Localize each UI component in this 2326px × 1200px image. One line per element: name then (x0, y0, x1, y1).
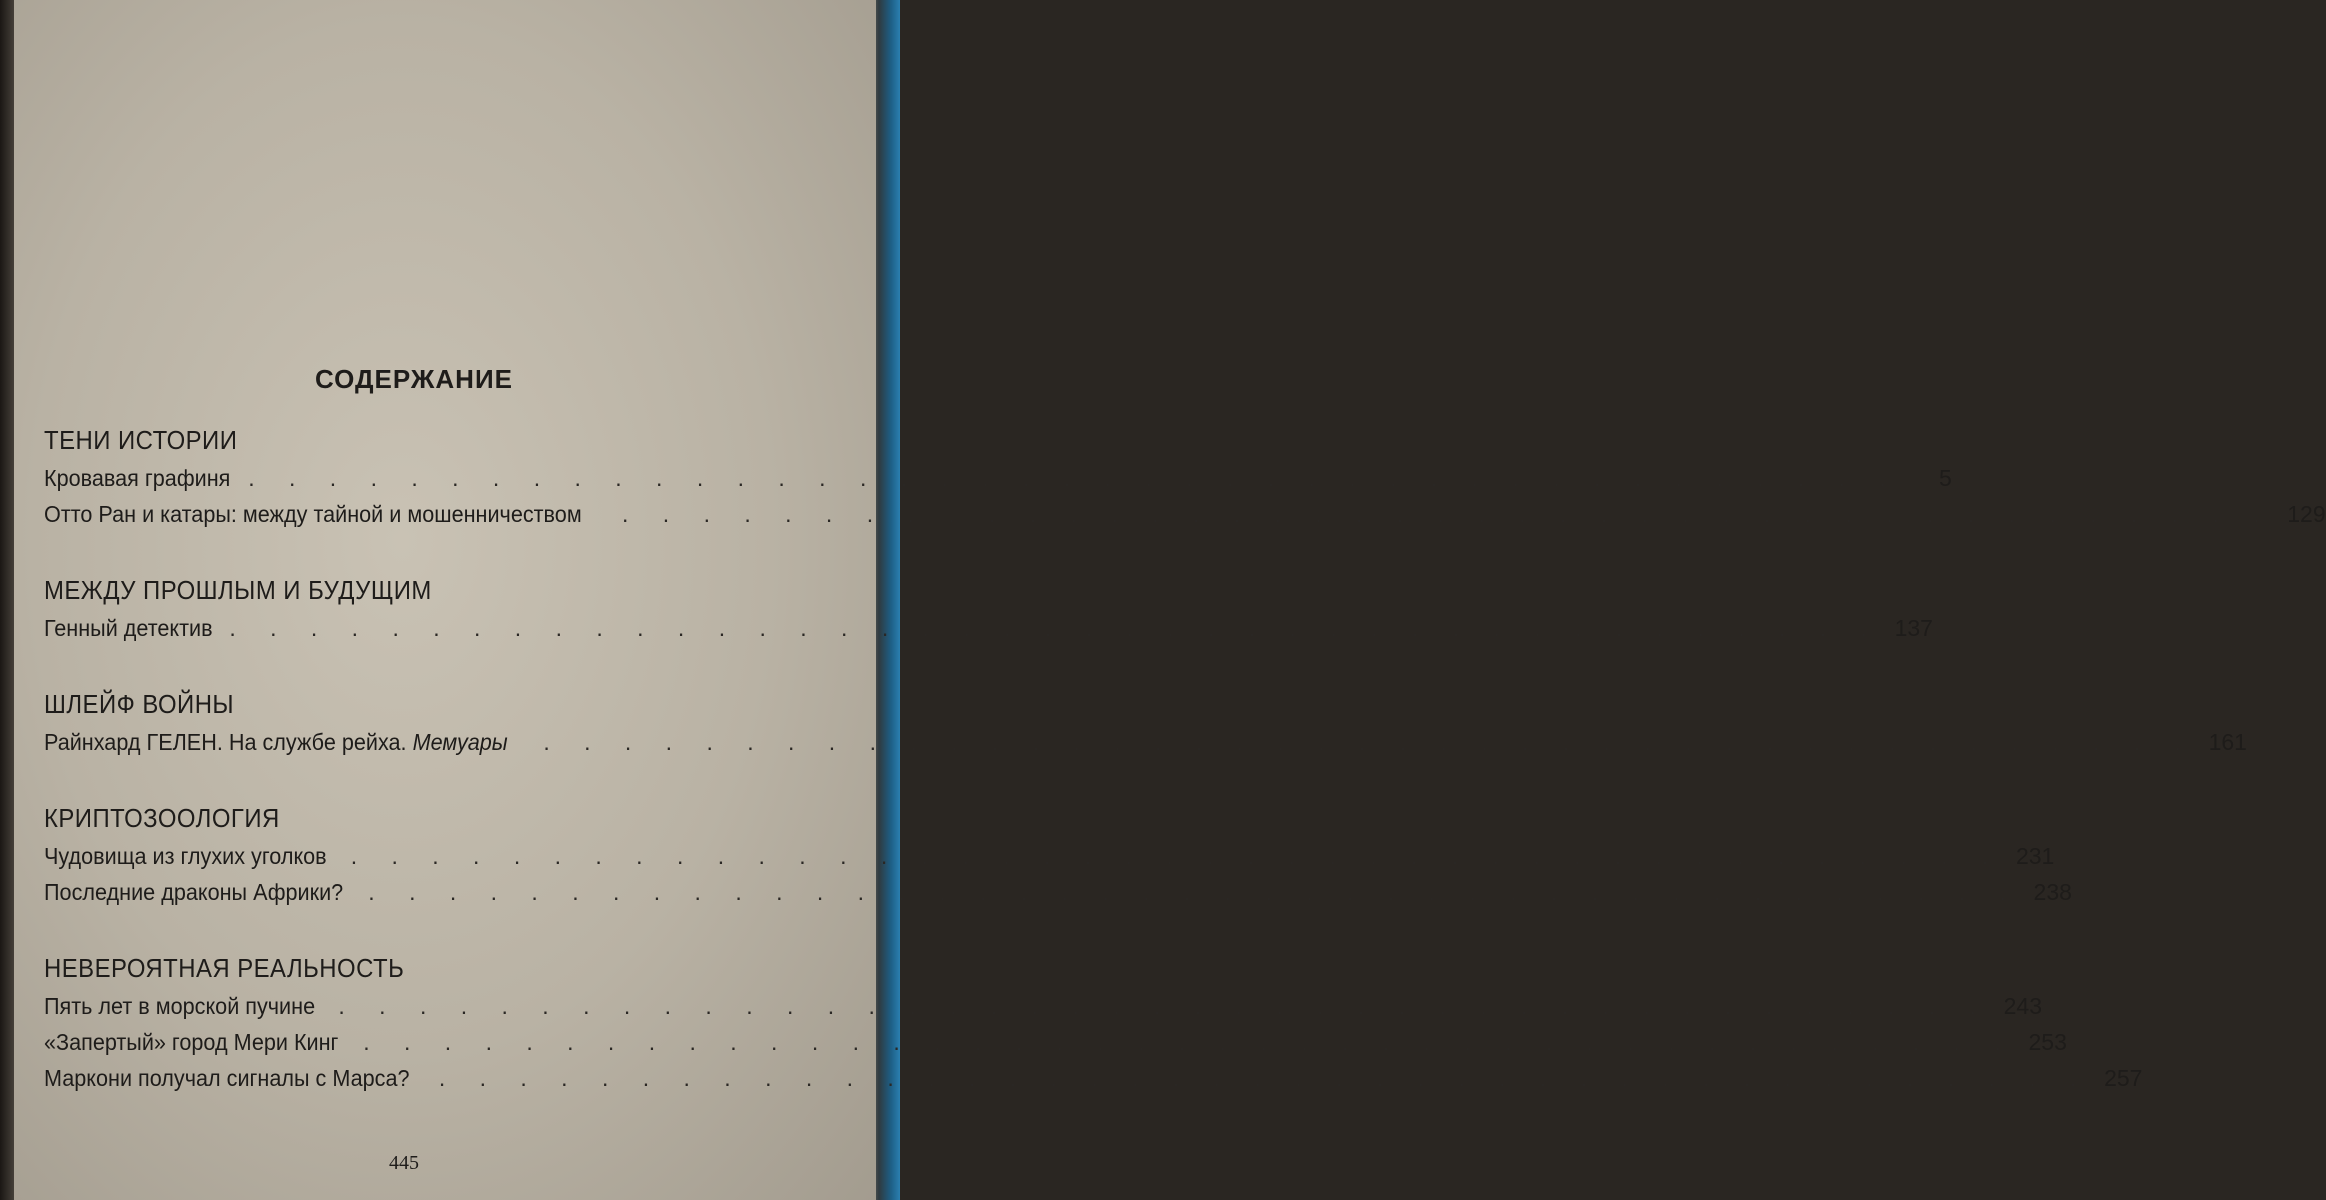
dot-leader: . . . . . . . . . . . . . . . . . . . . . . . . . . . . . . . . . . . . . . . . . (368, 879, 2020, 905)
section-heading: ШЛЕЙФ ВОЙНЫ (44, 689, 235, 719)
entry-title-italic: Мемуары (412, 729, 508, 755)
toc-section (44, 798, 2072, 910)
toc-title: СОДЕРЖАНИЕ (315, 364, 513, 394)
toc-section (44, 684, 2247, 760)
entry-page: 243 (2003, 993, 2043, 1019)
dot-leader: . . . . . . . . . . . . . . . . . . . . . . . . . . . . . . . . . . . . . . . . . (363, 1029, 2015, 1055)
dot-leader: . . . . . . . . . . . . . . . . . . . . . . . . . . . . . . . . . . . . . . . . . (229, 615, 1881, 641)
entry-title: «Запертый» город Мери Кинг (44, 1029, 339, 1055)
entry-page: 129 (2287, 501, 2326, 527)
entry-title-main: Райнхард ГЕЛЕН. На службе рейха. (44, 729, 407, 755)
entry-title: Маркони получал сигналы с Марса? (44, 1065, 410, 1091)
page-number: 445 (389, 1152, 419, 1174)
entry-page: 5 (1939, 465, 1952, 491)
entry-page: 137 (1894, 615, 1933, 641)
entry-page: 253 (2028, 1029, 2067, 1055)
entry-page: 238 (2033, 879, 2072, 905)
book-page (14, 0, 2326, 1200)
toc-entry (44, 496, 2326, 532)
dot-leader: . . . . . . . . . . . . . . . . . . . . . . . . . . . . . . . . . . . . . . . . . (543, 729, 2195, 755)
toc-entry (44, 874, 2072, 910)
entry-title: Кровавая графиня (44, 465, 231, 491)
section-heading: КРИПТОЗООЛОГИЯ (44, 803, 280, 833)
toc-entry (44, 460, 1952, 496)
toc-entry (44, 1060, 2143, 1096)
dot-leader: . . . . . . . . . . . . . . . . . . . . . . . . . . . . . . . . . . . . . . . . . (338, 993, 1991, 1019)
entry-title: Отто Ран и катары: между тайной и мошенничеством (44, 501, 582, 527)
toc-section (44, 948, 2143, 1096)
dot-leader: . . . . . . . . . . . . . . . . . . . . . . . . . . . . . . . . . . . . . . . . . (622, 501, 2274, 527)
toc-entry (44, 838, 2055, 874)
entry-title: Последние драконы Африки? (44, 879, 344, 905)
section-heading: МЕЖДУ ПРОШЛЫМ И БУДУЩИМ (44, 575, 432, 605)
entry-page: 257 (2104, 1065, 2143, 1091)
toc-list (44, 420, 2326, 1134)
entry-title: Генный детектив (44, 615, 213, 641)
toc-entry (44, 610, 1933, 646)
toc-section (44, 570, 1933, 646)
toc-section (44, 420, 2326, 532)
dot-leader: . . . . . . . . . . . . . . . . . . . . . . . . . . . . . . . . . . . . . . . . . (350, 843, 2003, 869)
entry-title (44, 724, 508, 760)
toc-entry (44, 988, 2043, 1024)
toc-entry (44, 1024, 2067, 1060)
entry-title: Пять лет в морской пучине (44, 993, 316, 1019)
section-heading: НЕВЕРОЯТНАЯ РЕАЛЬНОСТЬ (44, 953, 405, 983)
dot-leader: . . . . . . . . . . . . . . . . . . . . . . . . . . . . . . . . . . . . . . . . . (438, 1065, 2091, 1091)
show-through-text (84, 10, 804, 210)
dot-leader: . . . . . . . . . . . . . . . . . . . . . . . . . . . . . . . . . . . . . . . . . (248, 465, 1900, 491)
entry-title: Чудовища из глухих уголков (44, 843, 327, 869)
entry-page: 231 (2015, 843, 2055, 869)
toc-entry (44, 724, 2247, 760)
entry-page: 161 (2208, 729, 2247, 755)
section-heading: ТЕНИ ИСТОРИИ (44, 425, 238, 455)
